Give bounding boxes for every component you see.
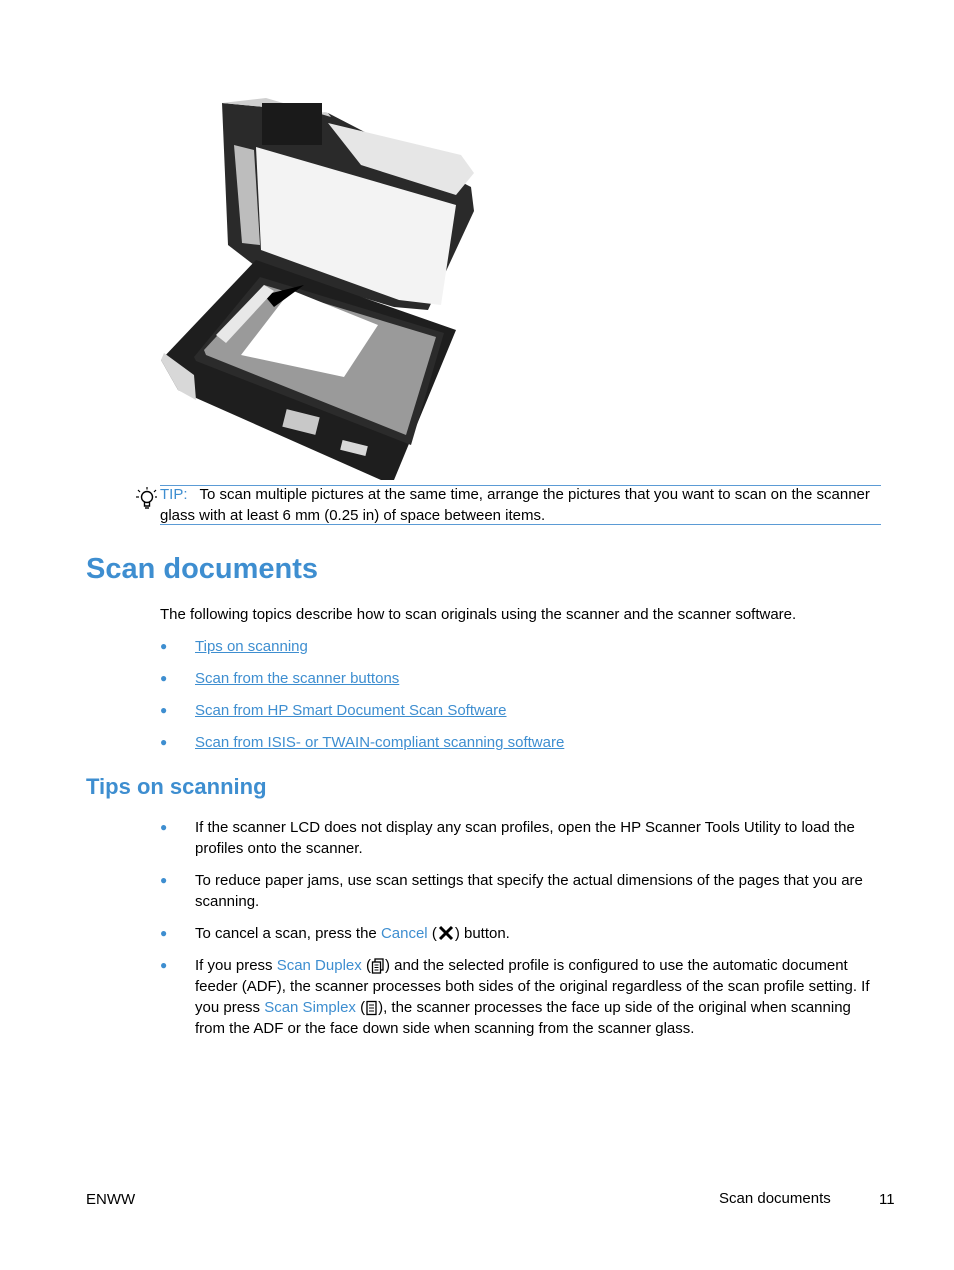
list-item <box>160 700 880 732</box>
bullet-icon: ● <box>160 820 168 834</box>
bullet-icon: ● <box>160 873 168 887</box>
bullet-icon: ● <box>160 703 168 717</box>
section-intro: The following topics describe how to scan originals using the scanner and the scanner software. <box>160 606 797 623</box>
subsection-heading: Tips on scanning <box>86 774 267 799</box>
bullet-icon: ● <box>160 639 168 653</box>
list-item <box>160 955 880 1039</box>
bullet-icon: ● <box>160 735 168 749</box>
link-scan-from-hp-smart-document-scan[interactable]: Scan from HP Smart Document Scan Software <box>195 702 507 719</box>
tip-item-text: ) button. <box>454 925 510 942</box>
duplex-icon <box>371 958 385 974</box>
scan-simplex-term: Scan Simplex <box>264 999 356 1016</box>
page-number: 11 <box>879 1191 895 1208</box>
bullet-icon: ● <box>160 958 168 972</box>
link-scan-from-scanner-buttons[interactable]: Scan from the scanner buttons <box>195 670 400 687</box>
list-item <box>160 668 880 700</box>
link-scan-from-isis-twain[interactable]: Scan from ISIS- or TWAIN-compliant scanning software <box>195 734 565 751</box>
paren-open: ( <box>365 957 371 974</box>
link-tips-on-scanning[interactable]: Tips on scanning <box>195 638 308 655</box>
footer-section-name: Scan documents <box>719 1190 831 1207</box>
bullet-icon: ● <box>160 926 168 940</box>
simplex-icon <box>365 1000 378 1016</box>
tip-text-block <box>160 484 875 526</box>
section-heading: Scan documents <box>86 553 319 585</box>
tip-item-text: If you press <box>195 957 277 974</box>
topic-link-list <box>160 636 880 764</box>
scanner-illustration <box>156 95 478 480</box>
tip-item-text: To reduce paper jams, use scan settings that specify the actual dimensions of the pages that you are scanning. <box>195 872 863 910</box>
paren-open: ( <box>431 925 437 942</box>
tip-item-text: If the scanner LCD does not display any scan profiles, open the HP Scanner Tools Utility to load the profiles onto the scanner. <box>195 819 855 857</box>
list-item <box>160 870 880 912</box>
tip-text: To scan multiple pictures at the same time, arrange the pictures that you want to scan on the scanner glass with at least 6 mm (0.25 in) of space between items. <box>160 486 870 524</box>
lightbulb-icon <box>135 486 157 514</box>
tip-label: TIP: <box>160 486 188 503</box>
tip-item-text: ), the scanner processes the face up side of the original when scanning from the ADF or the face down side when scanning from the scanner glass. <box>195 999 851 1037</box>
scan-duplex-term: Scan Duplex <box>276 957 362 974</box>
bullet-icon: ● <box>160 671 168 685</box>
tip-item-text: To cancel a scan, press the <box>195 925 381 942</box>
tips-list <box>160 817 880 1050</box>
list-item <box>160 636 880 668</box>
cancel-term: Cancel <box>380 925 428 942</box>
paren-open: ( <box>360 999 366 1016</box>
list-item <box>160 923 880 944</box>
list-item <box>160 732 880 764</box>
footer-left: ENWW <box>86 1191 136 1208</box>
list-item <box>160 817 880 859</box>
cancel-x-icon <box>437 924 455 942</box>
tip-item-text: ) and the selected profile is configured to use the automatic document feeder (ADF), the scanner processes both sides of the original regardless of the scan profile setting. If you press <box>195 957 870 1016</box>
